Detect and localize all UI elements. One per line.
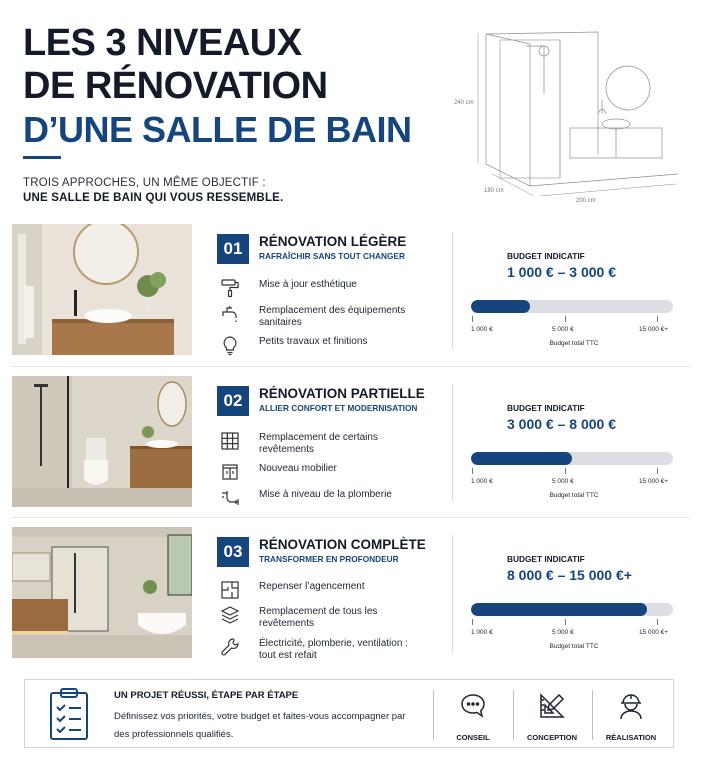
list-item-text: Repenser l’agencement	[259, 581, 365, 592]
layers-icon	[219, 604, 241, 626]
step-conseil	[433, 688, 513, 742]
light-bulb-icon	[219, 334, 241, 356]
list-item	[219, 579, 449, 603]
ruler-pencil-icon	[538, 692, 566, 720]
level-subtitle: RAFRAÎCHIR SANS TOUT CHANGER	[259, 251, 405, 261]
level-number-badge: 03	[217, 537, 249, 567]
budget-bar-fill	[471, 300, 530, 313]
scale-label-min: 1 000 €	[471, 326, 493, 333]
speech-bubble-icon	[459, 692, 487, 720]
scale-caption: Budget total TTC	[549, 492, 599, 499]
scale-caption: Budget total TTC	[549, 340, 599, 347]
list-item-text: Petits travaux et finitions	[259, 336, 368, 347]
budget-label: BUDGET INDICATIF	[507, 403, 585, 413]
scale-tick	[472, 316, 473, 322]
budget-value: 3 000 € – 8 000 €	[507, 416, 616, 432]
list-item	[219, 277, 449, 301]
scale-label-min: 1 000 €	[471, 478, 493, 485]
scale-label-max: 15 000 €+	[639, 478, 669, 485]
level-2-section	[12, 376, 690, 507]
faucet-icon	[219, 303, 241, 325]
level-title: RÉNOVATION LÉGÈRE	[259, 234, 407, 249]
title-line-2: DE RÉNOVATION	[23, 65, 328, 107]
budget-bar	[471, 300, 673, 313]
floor-plan-icon	[219, 579, 241, 601]
budget-bar	[471, 603, 673, 616]
step-conception	[512, 688, 592, 742]
list-item-text: Remplacement de tous les revêtements	[259, 606, 378, 629]
step-label: CONCEPTION	[526, 733, 577, 742]
list-item	[219, 430, 449, 454]
level-1-section	[12, 224, 690, 355]
scale-label-min: 1 000 €	[471, 629, 493, 636]
scale-label-max: 15 000 €+	[639, 629, 669, 636]
bathroom-sketch-illustration	[448, 24, 686, 212]
title-underline	[23, 156, 61, 159]
scale-label-max: 15 000 €+	[639, 326, 669, 333]
column-divider	[452, 535, 453, 653]
level-subtitle: ALLIER CONFORT ET MODERNISATION	[259, 403, 418, 413]
step-label: RÉALISATION	[605, 733, 657, 742]
scale-tick	[657, 468, 658, 474]
list-item-text: Mise à jour esthétique	[259, 279, 357, 290]
paint-roller-icon	[219, 277, 241, 299]
level-title: RÉNOVATION COMPLÈTE	[259, 537, 426, 552]
budget-label: BUDGET INDICATIF	[507, 251, 585, 261]
title-line-3: D’UNE SALLE DE BAIN	[23, 109, 412, 150]
budget-value: 8 000 € – 15 000 €+	[507, 567, 632, 583]
list-item	[219, 487, 449, 511]
list-item-text: Nouveau mobilier	[259, 463, 337, 474]
list-item-text: Remplacement de certains revêtements	[259, 432, 378, 455]
list-item	[219, 604, 449, 628]
pipe-icon	[219, 487, 241, 509]
bathroom-photo-light	[12, 224, 192, 355]
list-item	[219, 636, 449, 660]
level-number-badge: 01	[217, 234, 249, 264]
title-line-1: LES 3 NIVEAUX	[23, 22, 302, 64]
footer-box	[24, 679, 674, 748]
budget-value: 1 000 € – 3 000 €	[507, 264, 616, 280]
depth-dimension: 180 cm	[484, 188, 504, 194]
scale-label-mid: 5 000 €	[552, 478, 574, 485]
wrench-icon	[219, 636, 241, 658]
page-title	[23, 22, 443, 151]
list-item	[219, 461, 449, 485]
column-divider	[452, 384, 453, 502]
section-divider	[12, 366, 690, 367]
section-divider	[12, 517, 690, 518]
list-item	[219, 303, 449, 327]
step-realisation	[591, 688, 671, 742]
cabinet-icon	[219, 461, 241, 483]
scale-tick	[565, 468, 566, 474]
scale-tick	[565, 619, 566, 625]
tiles-icon	[219, 430, 241, 452]
scale-tick	[657, 316, 658, 322]
worker-helmet-icon	[617, 692, 645, 720]
height-dimension: 240 cm	[454, 100, 474, 106]
bathroom-photo-complete	[12, 527, 192, 658]
list-item-text: Électricité, plomberie, ventilation : tout est refait	[259, 638, 408, 661]
level-number-badge: 02	[217, 386, 249, 416]
list-item-text: Mise à niveau de la plomberie	[259, 489, 392, 500]
subtitle-line-2: UNE SALLE DE BAIN QUI VOUS RESSEMBLE.	[23, 192, 284, 204]
subtitle-line-1: TROIS APPROCHES, UN MÊME OBJECTIF :	[23, 177, 266, 189]
scale-caption: Budget total TTC	[549, 643, 599, 650]
level-subtitle: TRANSFORMER EN PROFONDEUR	[259, 554, 399, 564]
column-divider	[452, 232, 453, 350]
scale-tick	[472, 619, 473, 625]
level-title: RÉNOVATION PARTIELLE	[259, 386, 425, 401]
scale-tick	[657, 619, 658, 625]
footer-text: Définissez vos priorités, votre budget et faites-vous accompagner par des professionnels qualifiés.	[114, 711, 406, 740]
width-dimension: 200 cm	[576, 198, 596, 204]
bathroom-photo-partial	[12, 376, 192, 507]
budget-bar-fill	[471, 603, 647, 616]
scale-label-mid: 5 000 €	[552, 326, 574, 333]
footer-title: UN PROJET RÉUSSI, ÉTAPE PAR ÉTAPE	[114, 690, 299, 701]
scale-label-mid: 5 000 €	[552, 629, 574, 636]
scale-tick	[472, 468, 473, 474]
step-label: CONSEIL	[456, 733, 490, 742]
budget-bar-fill	[471, 452, 572, 465]
scale-tick	[565, 316, 566, 322]
budget-bar	[471, 452, 673, 465]
checklist-clipboard-icon	[47, 687, 91, 741]
level-3-section	[12, 527, 690, 661]
list-item-text: Remplacement des équipements sanitaires	[259, 305, 406, 328]
list-item	[219, 334, 449, 358]
budget-label: BUDGET INDICATIF	[507, 554, 585, 564]
